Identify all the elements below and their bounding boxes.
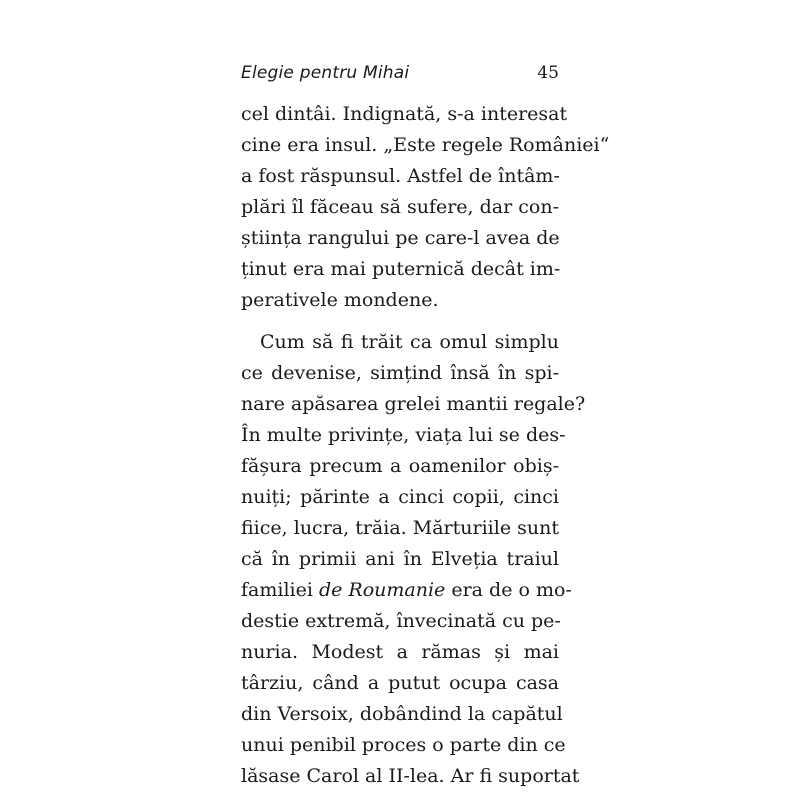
text-segment: lăsase Carol al II-lea. Ar fi suportat	[241, 765, 580, 787]
text-segment: ținut era mai puternică decât im-	[241, 258, 561, 280]
text-segment: cel dintâi. Indignată, s-a interesat	[241, 103, 568, 125]
text-line	[241, 606, 559, 637]
text-segment: destie extremă, învecinată cu pe-	[241, 610, 561, 632]
text-line	[241, 668, 559, 699]
text-line	[241, 451, 559, 482]
page-number: 45	[537, 63, 559, 83]
paragraph-gap	[241, 316, 559, 327]
text-line	[241, 161, 559, 192]
text-segment: era de o mo-	[445, 579, 572, 601]
text-segment: a fost răspunsul. Astfel de întâm-	[241, 165, 560, 187]
text-segment: târziu, când a putut ocupa casa	[241, 672, 559, 694]
text-segment: fășura precum a oamenilor obiș-	[241, 455, 559, 477]
text-line	[241, 192, 559, 223]
body-text	[241, 99, 610, 792]
text-line	[241, 420, 566, 451]
text-segment: nuiți; părinte a cinci copii, cinci	[241, 486, 559, 508]
text-segment: familiei	[241, 579, 319, 601]
text-segment: unui penibil proces o parte din ce	[241, 734, 566, 756]
text-line	[241, 223, 559, 254]
text-line	[241, 254, 559, 285]
text-line	[241, 482, 559, 513]
text-segment: plări îl făceau să sufere, dar con-	[241, 196, 559, 218]
text-line	[241, 575, 572, 606]
running-title: Elegie pentru Mihai	[241, 63, 410, 83]
text-line	[241, 327, 559, 358]
text-line	[241, 285, 559, 316]
text-line	[241, 389, 586, 420]
italic-text: de Roumanie	[318, 579, 446, 601]
text-segment: că în primii ani în Elveția traiul	[241, 548, 559, 570]
text-line	[241, 699, 563, 730]
text-line	[241, 544, 559, 575]
text-segment: nuria. Modest a rămas și mai	[241, 641, 559, 663]
text-line	[241, 513, 559, 544]
text-line	[241, 730, 566, 761]
text-line	[241, 99, 568, 130]
text-segment: perativele mondene.	[241, 289, 439, 311]
text-segment: Cum să fi trăit ca omul simplu	[260, 331, 559, 353]
text-line	[241, 761, 580, 792]
text-segment: știința rangului pe care-l avea de	[241, 227, 560, 249]
text-segment: nare apăsarea grelei mantii regale?	[241, 393, 586, 415]
text-segment: cine era insul. „Este regele României“	[241, 134, 610, 156]
text-line	[241, 130, 610, 161]
text-segment: fiice, lucra, trăia. Mărturiile sunt	[241, 517, 559, 539]
paragraph	[241, 327, 586, 792]
text-line	[241, 358, 559, 389]
text-segment: din Versoix, dobândind la capătul	[241, 703, 563, 725]
text-segment: ce devenise, simțind însă în spi-	[241, 362, 559, 384]
text-line	[241, 637, 559, 668]
paragraph	[241, 99, 610, 316]
text-segment: În multe privințe, viața lui se des-	[241, 424, 566, 446]
